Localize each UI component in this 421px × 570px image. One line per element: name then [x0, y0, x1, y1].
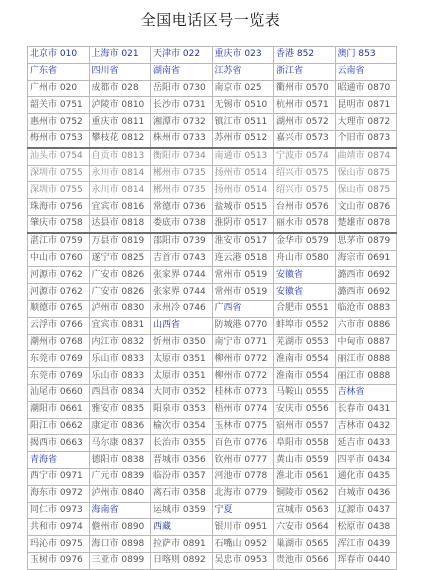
area-code-cell: 永川市 0814 — [89, 165, 151, 182]
province-header-cell: 广东省 — [28, 63, 90, 80]
area-code-cell: 扬州市 0514 — [212, 182, 274, 199]
area-code-cell: 防城港 0770 — [212, 317, 274, 334]
area-code-cell: 马尔康 0837 — [89, 435, 151, 452]
province-header-cell: 吉林省 — [335, 384, 397, 401]
area-code-cell: 潮州市 0768 — [28, 334, 90, 351]
province-header-cell: 澳门 853 — [335, 47, 397, 64]
area-code-cell: 珲春市 0440 — [335, 552, 397, 569]
area-code-table — [27, 46, 397, 570]
area-code-cell: 桂林市 0773 — [212, 384, 274, 401]
area-code-cell: 西昌市 0834 — [89, 384, 151, 401]
area-code-cell: 岳阳市 0730 — [151, 80, 213, 97]
area-code-cell: 雅安市 0835 — [89, 401, 151, 418]
area-code-cell: 丽水市 0578 — [274, 215, 336, 232]
area-code-cell: 永州冷 0746 — [151, 300, 213, 317]
area-code-cell: 马鞍山 0555 — [274, 384, 336, 401]
area-code-cell: 玉树市 0976 — [28, 552, 90, 569]
area-code-cell: 六市市 0886 — [335, 317, 397, 334]
area-code-cell: 嘉兴市 0573 — [274, 130, 336, 147]
area-code-cell: 张家界 0744 — [151, 267, 213, 284]
table-row — [28, 250, 397, 267]
area-code-cell: 长治市 0355 — [151, 435, 213, 452]
area-code-cell: 衡阳市 0734 — [151, 148, 213, 165]
area-code-cell: 同仁市 0973 — [28, 502, 90, 519]
area-code-cell: 巢湖市 0565 — [274, 536, 336, 553]
area-code-cell: 深圳市 0755 — [28, 182, 90, 199]
area-code-cell: 长春市 0431 — [335, 401, 397, 418]
area-code-cell: 遂宁市 0825 — [89, 250, 151, 267]
province-header-cell: 广西省 — [212, 300, 274, 317]
area-code-cell: 西宁市 0971 — [28, 468, 90, 485]
table-row — [28, 130, 397, 147]
area-code-cell: 泸州市 0840 — [89, 485, 151, 502]
area-code-cell: 儋州市 0890 — [89, 519, 151, 536]
area-code-cell: 梅州市 0753 — [28, 130, 90, 147]
province-header-cell: 安徽省 — [274, 284, 336, 301]
province-header-cell: 湖南省 — [151, 63, 213, 80]
area-code-cell: 贵池市 0566 — [274, 552, 336, 569]
area-code-cell: 苏州市 0512 — [212, 130, 274, 147]
page-title: 全国电话区号一览表 — [140, 11, 281, 29]
area-code-cell: 常州市 0519 — [212, 267, 274, 284]
area-code-cell: 白城市 0436 — [335, 485, 397, 502]
table-row — [28, 334, 397, 351]
area-code-cell: 昆明市 0871 — [335, 97, 397, 114]
area-code-cell: 株州市 0733 — [151, 130, 213, 147]
area-code-cell: 四平市 0434 — [335, 452, 397, 469]
table-row — [28, 435, 397, 452]
area-code-cell: 临沧市 0883 — [335, 300, 397, 317]
area-code-cell: 韶关市 0751 — [28, 97, 90, 114]
area-code-cell: 东莞市 0769 — [28, 351, 90, 368]
area-code-cell: 黄山市 0559 — [274, 452, 336, 469]
area-code-cell: 合肥市 0551 — [274, 300, 336, 317]
area-code-cell: 淮北市 0561 — [274, 468, 336, 485]
area-code-cell: 河池市 0778 — [212, 468, 274, 485]
area-code-cell: 中甸市 0887 — [335, 334, 397, 351]
table-row — [28, 401, 397, 418]
area-code-cell: 南宁市 0771 — [212, 334, 274, 351]
table-row — [28, 418, 397, 435]
table-row — [28, 165, 397, 182]
area-code-cell: 揭西市 0663 — [28, 435, 90, 452]
area-code-cell: 湛江市 0759 — [28, 233, 90, 250]
area-code-cell: 个旧市 0873 — [335, 130, 397, 147]
area-code-cell: 石嘴山 0952 — [212, 536, 274, 553]
area-code-cell: 汕头市 0754 — [28, 148, 90, 165]
table-row — [28, 80, 397, 97]
table-row — [28, 47, 397, 64]
table-row — [28, 233, 397, 250]
area-code-cell: 共和市 0974 — [28, 519, 90, 536]
area-code-cell: 松原市 0438 — [335, 519, 397, 536]
area-code-cell: 河源市 0762 — [28, 284, 90, 301]
province-header-cell: 四川省 — [89, 63, 151, 80]
area-code-cell: 淮南市 0554 — [274, 368, 336, 385]
area-code-cell: 河源市 0762 — [28, 267, 90, 284]
area-code-cell: 辽源市 0437 — [335, 502, 397, 519]
area-code-cell: 德阳市 0838 — [89, 452, 151, 469]
area-code-cell: 宜宾市 0831 — [89, 317, 151, 334]
area-code-cell: 运城市 0359 — [151, 502, 213, 519]
area-code-cell: 宣城市 0563 — [274, 502, 336, 519]
area-code-cell: 南京市 025 — [212, 80, 274, 97]
area-code-cell: 三亚市 0899 — [89, 552, 151, 569]
area-code-cell: 中山市 0760 — [28, 250, 90, 267]
area-code-cell: 离石市 0358 — [151, 485, 213, 502]
area-code-cell: 长沙市 0731 — [151, 97, 213, 114]
area-code-cell: 达县市 0818 — [89, 215, 151, 232]
area-code-cell: 乐山市 0833 — [89, 368, 151, 385]
table-row — [28, 114, 397, 131]
area-code-cell: 丽江市 0888 — [335, 351, 397, 368]
area-code-cell: 太原市 0351 — [151, 351, 213, 368]
area-code-cell: 张家界 0744 — [151, 284, 213, 301]
area-code-cell: 吉林市 0432 — [335, 418, 397, 435]
area-code-cell: 延吉市 0433 — [335, 435, 397, 452]
table-row — [28, 97, 397, 114]
area-code-cell: 榆次市 0354 — [151, 418, 213, 435]
table-row — [28, 63, 397, 80]
province-header-cell: 安徽省 — [274, 267, 336, 284]
area-code-cell: 汕尾市 0660 — [28, 384, 90, 401]
area-code-cell: 海口市 0898 — [89, 536, 151, 553]
province-header-cell: 天津市 022 — [151, 47, 213, 64]
area-code-cell: 曲靖市 0874 — [335, 148, 397, 165]
area-code-cell: 广州市 020 — [28, 80, 90, 97]
area-code-cell: 吴忠市 0953 — [212, 552, 274, 569]
area-code-cell: 潞西市 0692 — [335, 284, 397, 301]
area-code-cell: 芜湖市 0553 — [274, 334, 336, 351]
area-code-cell: 绍兴市 0575 — [274, 165, 336, 182]
table-row — [28, 468, 397, 485]
table-row — [28, 384, 397, 401]
area-code-cell: 六安市 0564 — [274, 519, 336, 536]
area-code-cell: 海宗市 0691 — [335, 250, 397, 267]
area-code-cell: 台州市 0576 — [274, 199, 336, 216]
area-code-cell: 绍兴市 0575 — [274, 182, 336, 199]
area-code-cell: 金华市 0579 — [274, 233, 336, 250]
area-code-cell: 珠海市 0756 — [28, 199, 90, 216]
area-code-cell: 云浮市 0766 — [28, 317, 90, 334]
province-header-cell: 上海市 021 — [89, 47, 151, 64]
area-code-cell: 楚雄市 0878 — [335, 215, 397, 232]
province-header-cell: 江苏省 — [212, 63, 274, 80]
area-code-cell: 舟山市 0580 — [274, 250, 336, 267]
area-code-cell: 广元市 0839 — [89, 468, 151, 485]
area-code-cell: 阳江市 0662 — [28, 418, 90, 435]
table-row — [28, 536, 397, 553]
area-code-cell: 阜阳市 0558 — [274, 435, 336, 452]
province-header-cell: 云南省 — [335, 63, 397, 80]
province-header-cell: 香港 852 — [274, 47, 336, 64]
table-row — [28, 317, 397, 334]
table-row — [28, 300, 397, 317]
area-code-cell: 吉首市 0743 — [151, 250, 213, 267]
area-code-cell: 宿州市 0557 — [274, 418, 336, 435]
area-code-cell: 无锡市 0510 — [212, 97, 274, 114]
area-code-cell: 百色市 0776 — [212, 435, 274, 452]
area-code-cell: 常德市 0736 — [151, 199, 213, 216]
area-code-cell: 万县市 0819 — [89, 233, 151, 250]
area-code-cell: 广安市 0826 — [89, 284, 151, 301]
area-code-cell: 淮阴市 0517 — [212, 215, 274, 232]
area-code-cell: 扬州市 0514 — [212, 165, 274, 182]
area-code-cell: 邵阳市 0739 — [151, 233, 213, 250]
area-code-cell: 梧州市 0774 — [212, 401, 274, 418]
area-code-cell: 惠州市 0752 — [28, 114, 90, 131]
area-code-cell: 宜宾市 0816 — [89, 199, 151, 216]
area-code-cell: 潞西市 0692 — [335, 267, 397, 284]
table-row — [28, 368, 397, 385]
area-code-cell: 自贡市 0813 — [89, 148, 151, 165]
area-code-cell: 成都市 028 — [89, 80, 151, 97]
area-code-cell: 湘潭市 0732 — [151, 114, 213, 131]
table-row — [28, 452, 397, 469]
area-code-cell: 晋城市 0356 — [151, 452, 213, 469]
area-code-cell: 乐山市 0833 — [89, 351, 151, 368]
area-code-cell: 衢州市 0570 — [274, 80, 336, 97]
area-code-cell: 保山市 0875 — [335, 182, 397, 199]
area-code-cell: 临汾市 0357 — [151, 468, 213, 485]
area-code-cell: 太原市 0351 — [151, 368, 213, 385]
table-row — [28, 519, 397, 536]
area-code-cell: 海东市 0972 — [28, 485, 90, 502]
area-code-cell: 柳州市 0772 — [212, 368, 274, 385]
area-code-cell: 深圳市 0755 — [28, 165, 90, 182]
area-code-cell: 顺德市 0765 — [28, 300, 90, 317]
area-code-cell: 玉林市 0775 — [212, 418, 274, 435]
area-code-cell: 玛沁市 0975 — [28, 536, 90, 553]
area-code-cell: 淮安市 0517 — [212, 233, 274, 250]
area-code-cell: 日喀则 0892 — [151, 552, 213, 569]
province-header-cell: 宁夏 — [212, 502, 274, 519]
area-code-cell: 东莞市 0769 — [28, 368, 90, 385]
area-code-cell: 淮南市 0554 — [274, 351, 336, 368]
area-code-cell: 大同市 0352 — [151, 384, 213, 401]
table-row — [28, 284, 397, 301]
area-code-cell: 北海市 0779 — [212, 485, 274, 502]
area-code-cell: 内江市 0832 — [89, 334, 151, 351]
area-code-cell: 康定市 0836 — [89, 418, 151, 435]
table-row — [28, 215, 397, 232]
area-code-cell: 泸州市 0830 — [89, 300, 151, 317]
area-code-cell: 南通市 0513 — [212, 148, 274, 165]
table-row — [28, 182, 397, 199]
province-header-cell: 重庆市 023 — [212, 47, 274, 64]
area-code-table-body — [28, 47, 397, 570]
area-code-cell: 郴州市 0735 — [151, 165, 213, 182]
province-header-cell: 浙江省 — [274, 63, 336, 80]
area-code-cell: 盐城市 0515 — [212, 199, 274, 216]
province-header-cell: 海南省 — [89, 502, 151, 519]
area-code-cell: 潮阳市 0661 — [28, 401, 90, 418]
area-code-cell: 娄底市 0738 — [151, 215, 213, 232]
table-row — [28, 267, 397, 284]
area-code-cell: 保山市 0875 — [335, 165, 397, 182]
area-code-cell: 湖州市 0572 — [274, 114, 336, 131]
table-row — [28, 502, 397, 519]
area-code-cell: 肇庆市 0758 — [28, 215, 90, 232]
table-row — [28, 485, 397, 502]
area-code-cell: 忻州市 0350 — [151, 334, 213, 351]
area-code-cell: 连云港 0518 — [212, 250, 274, 267]
area-code-cell: 阳泉市 0353 — [151, 401, 213, 418]
table-row — [28, 148, 397, 165]
area-code-cell: 郴州市 0735 — [151, 182, 213, 199]
area-code-cell: 宁波市 0574 — [274, 148, 336, 165]
area-code-cell: 攀枝花 0812 — [89, 130, 151, 147]
area-code-cell: 安庆市 0556 — [274, 401, 336, 418]
area-code-cell: 文山市 0876 — [335, 199, 397, 216]
area-code-cell: 浑江市 0439 — [335, 536, 397, 553]
area-code-cell: 丽江市 0888 — [335, 368, 397, 385]
area-code-cell: 铜陵市 0562 — [274, 485, 336, 502]
area-code-cell: 杭州市 0571 — [274, 97, 336, 114]
province-header-cell: 北京市 010 — [28, 47, 90, 64]
area-code-cell: 通化市 0435 — [335, 468, 397, 485]
area-code-cell: 昭通市 0870 — [335, 80, 397, 97]
area-code-cell: 镇江市 0511 — [212, 114, 274, 131]
province-header-cell: 青海省 — [28, 452, 90, 469]
area-code-cell: 银川市 0951 — [212, 519, 274, 536]
area-code-cell: 钦州市 0777 — [212, 452, 274, 469]
area-code-cell: 思茅市 0879 — [335, 233, 397, 250]
table-row — [28, 552, 397, 569]
area-code-cell: 永川市 0814 — [89, 182, 151, 199]
area-code-cell: 泸陵市 0810 — [89, 97, 151, 114]
area-code-cell: 广安市 0826 — [89, 267, 151, 284]
province-header-cell: 山西省 — [151, 317, 213, 334]
area-code-cell: 常州市 0519 — [212, 284, 274, 301]
area-code-cell: 大理市 0872 — [335, 114, 397, 131]
area-code-cell: 重庆市 0811 — [89, 114, 151, 131]
area-code-cell: 拉萨市 0891 — [151, 536, 213, 553]
area-code-cell: 柳州市 0772 — [212, 351, 274, 368]
table-row — [28, 351, 397, 368]
province-header-cell: 西藏 — [151, 519, 213, 536]
table-row — [28, 199, 397, 216]
area-code-cell: 蚌埠市 0552 — [274, 317, 336, 334]
